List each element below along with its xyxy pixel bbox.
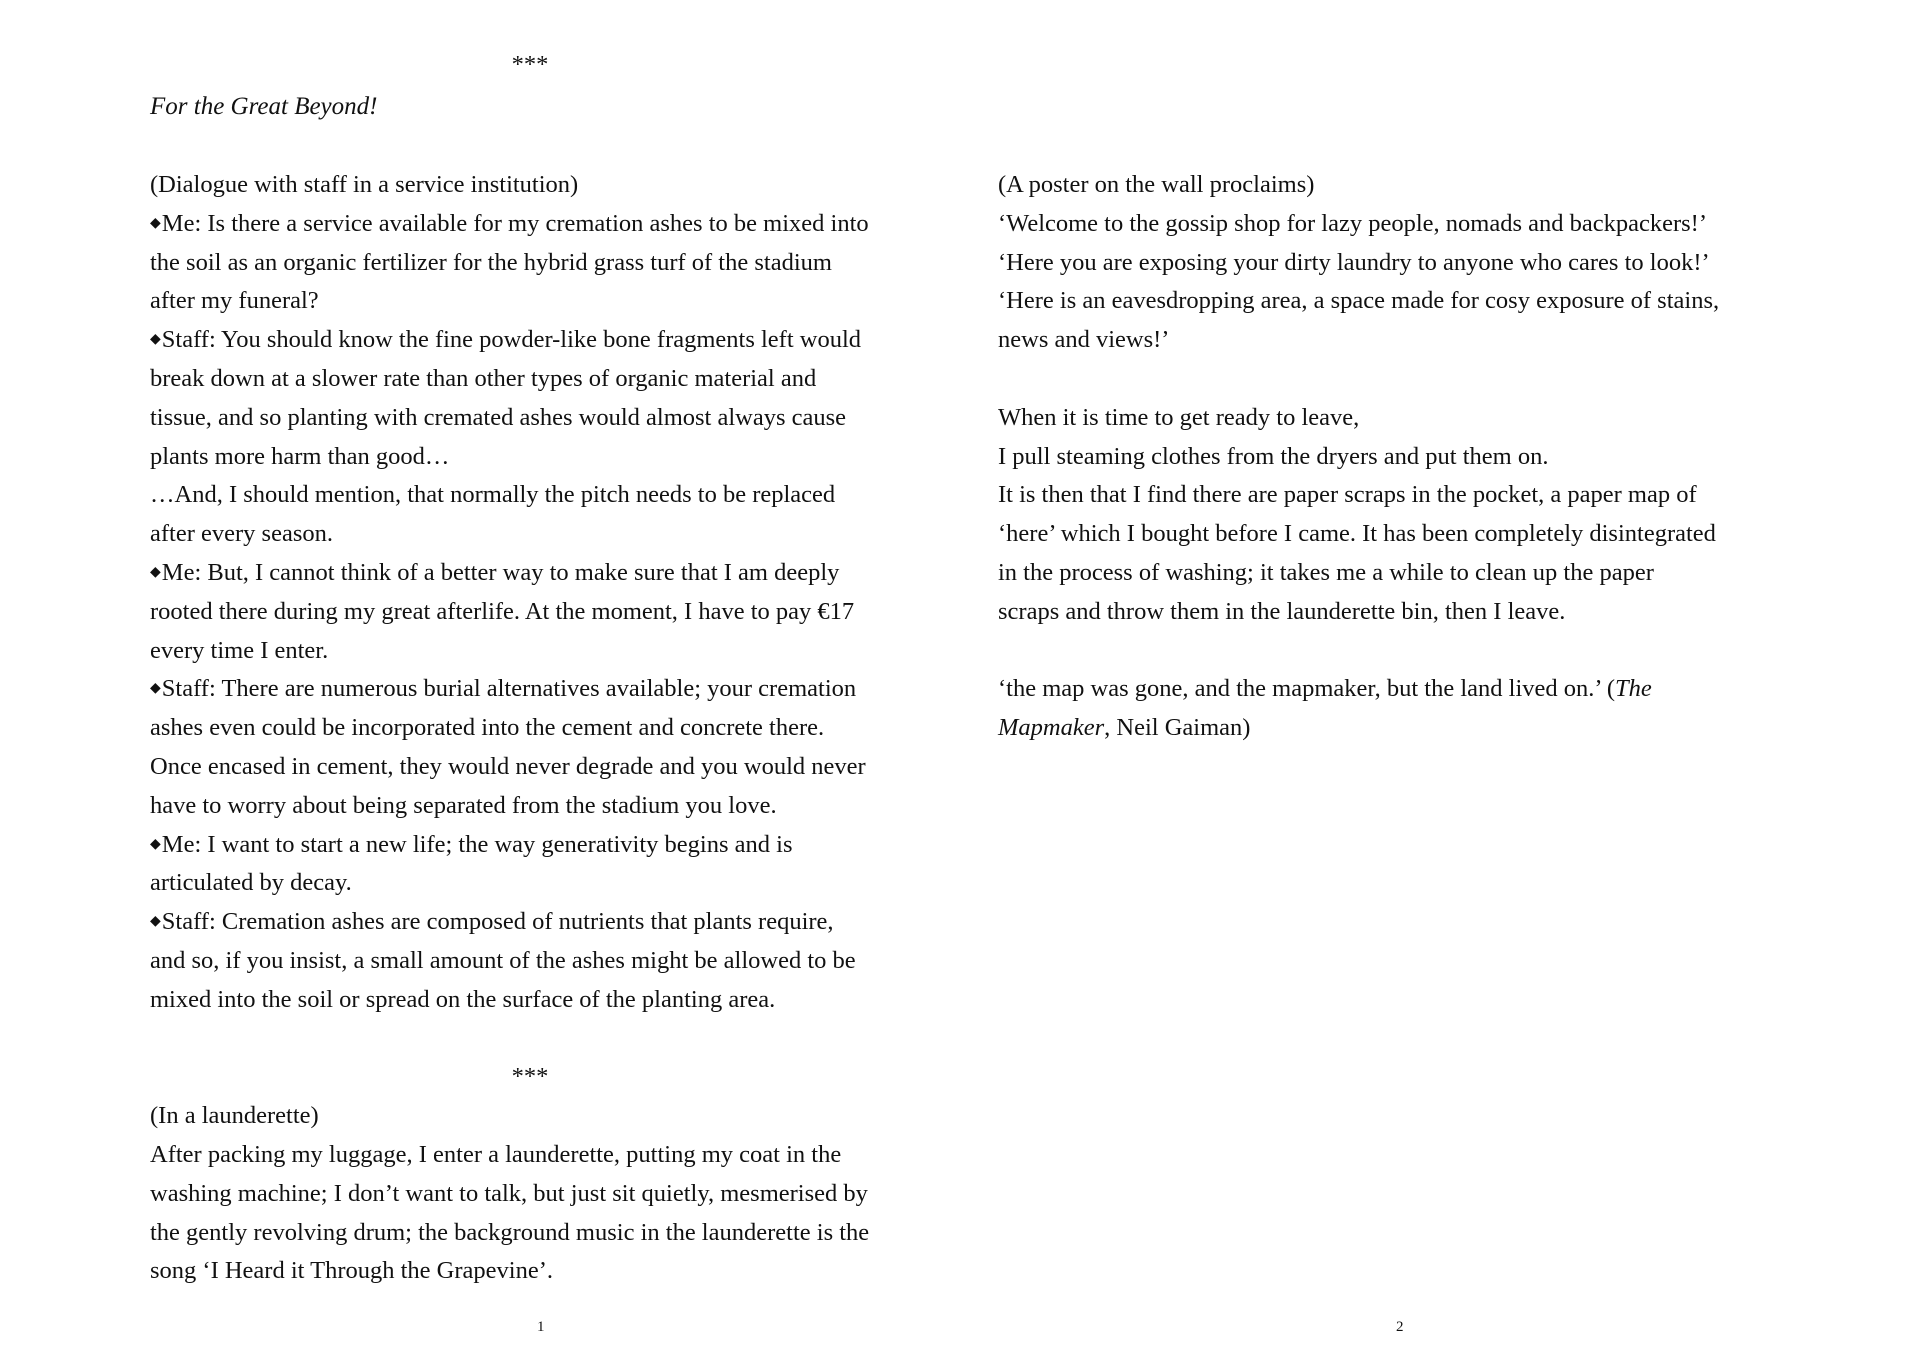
dialogue-line (150, 981, 920, 1020)
launderette-line: After packing my luggage, I enter a launderette, putting my coat in the (150, 1140, 842, 1168)
dialogue-line (150, 787, 920, 826)
line-text: Staff: Cremation ashes are composed of nutrients that plants require, (161, 908, 834, 936)
leaving-line: scraps and throw them in the launderette bin, then I leave. (998, 597, 1566, 625)
poster-section (998, 166, 1838, 360)
line-text: (Dialogue with staff in a service institution) (150, 171, 579, 198)
quote-line (998, 670, 1838, 709)
dialogue-line (150, 438, 920, 477)
poster-line: ‘Here is an eavesdropping area, a space made for cosy exposure of stains, (998, 287, 1720, 315)
dialogue-line-bulleted (150, 321, 920, 360)
dialogue-line (150, 166, 920, 205)
diamond-bullet-icon: ◆ (150, 681, 161, 697)
leaving-line: I pull steaming clothes from the dryers and put them on. (998, 442, 1549, 470)
dialogue-line (150, 593, 920, 632)
line-text: mixed into the soil or spread on the surface of the planting area. (150, 985, 776, 1013)
dialogue-line (150, 748, 920, 787)
poster-line: (A poster on the wall proclaims) (998, 171, 1315, 198)
line-text: Me: But, I cannot think of a better way to make sure that I am deeply (161, 558, 840, 586)
line-text: Once encased in cement, they would never degrade and you would never (150, 752, 866, 780)
line-text: tissue, and so planting with cremated ashes would almost always cause (150, 403, 847, 431)
launderette-line: the gently revolving drum; the background music in the launderette is the (150, 1218, 870, 1246)
leaving-line: ‘here’ which I bought before I came. It has been completely disintegrated (998, 520, 1716, 548)
dialogue-line-bulleted (150, 826, 920, 865)
line-text: articulated by decay. (150, 869, 352, 897)
dialogue-line (150, 360, 920, 399)
page-number: 1 (537, 1319, 545, 1335)
section-separator-top: *** (511, 51, 549, 78)
quote-title-italic: The (1615, 675, 1652, 703)
launderette-section (150, 1097, 920, 1291)
dialogue-line (150, 864, 920, 903)
dialogue-line-bulleted (150, 670, 920, 709)
poem-title: For the Great Beyond! (150, 93, 378, 120)
line-text: Me: I want to start a new life; the way generativity begins and is (161, 830, 793, 858)
dialogue-line (150, 476, 920, 515)
poster-line: news and views!’ (998, 326, 1170, 354)
blank-line (150, 1020, 920, 1059)
section-separator-middle: *** (511, 1063, 549, 1091)
launderette-line: washing machine; I don’t want to talk, but just sit quietly, mesmerised by (150, 1179, 868, 1207)
leaving-line: When it is time to get ready to leave, (998, 403, 1360, 431)
diamond-bullet-icon: ◆ (150, 215, 161, 231)
dialogue-line (150, 942, 920, 981)
dialogue-line (150, 282, 920, 321)
line-text: rooted there during my great afterlife. At the moment, I have to pay €17 (150, 597, 855, 625)
right-page (960, 0, 1920, 1358)
line-text: plants more harm than good… (150, 442, 450, 470)
quote-text: ‘the map was gone, and the mapmaker, but the land lived on.’ ( (998, 675, 1615, 703)
dialogue-line-bulleted (150, 903, 920, 942)
launderette-line: (In a launderette) (150, 1102, 319, 1130)
launderette-line: song ‘I Heard it Through the Grapevine’. (150, 1257, 553, 1285)
page-number: 2 (1396, 1319, 1404, 1335)
leaving-section (998, 399, 1838, 632)
line-text: Me: Is there a service available for my cremation ashes to be mixed into (161, 209, 869, 237)
line-text: every time I enter. (150, 636, 329, 664)
poster-line: ‘Welcome to the gossip shop for lazy people, nomads and backpackers!’ (998, 209, 1707, 237)
line-text: the soil as an organic fertilizer for the hybrid grass turf of the stadium (150, 248, 832, 276)
dialogue-section (150, 166, 920, 1020)
line-text: have to worry about being separated from the stadium you love. (150, 791, 777, 819)
dialogue-line (150, 709, 920, 748)
left-text-column (150, 166, 920, 1291)
line-text: break down at a slower rate than other types of organic material and (150, 364, 817, 392)
dialogue-line (150, 244, 920, 283)
quote-section (998, 670, 1838, 748)
line-text: and so, if you insist, a small amount of the ashes might be allowed to be (150, 946, 856, 974)
quote-author: , Neil Gaiman) (1104, 714, 1251, 742)
diamond-bullet-icon: ◆ (150, 564, 161, 580)
dialogue-line (150, 399, 920, 438)
leaving-line: It is then that I find there are paper scraps in the pocket, a paper map of (998, 481, 1697, 509)
line-text: Staff: There are numerous burial alternatives available; your cremation (161, 675, 857, 703)
diamond-bullet-icon: ◆ (150, 332, 161, 348)
diamond-bullet-icon: ◆ (150, 836, 161, 852)
line-text: …And, I should mention, that normally the pitch needs to be replaced (150, 481, 836, 509)
leaving-line: in the process of washing; it takes me a while to clean up the paper (998, 558, 1654, 586)
poster-line: ‘Here you are exposing your dirty laundry to anyone who cares to look!’ (998, 248, 1710, 276)
quote-title-italic: Mapmaker (998, 714, 1105, 742)
blank-line (998, 632, 1838, 671)
dialogue-line (150, 632, 920, 671)
dialogue-line-bulleted (150, 554, 920, 593)
diamond-bullet-icon: ◆ (150, 914, 161, 930)
line-text: after my funeral? (150, 287, 319, 315)
line-text: Staff: You should know the fine powder-like bone fragments left would (161, 326, 862, 354)
line-text: ashes even could be incorporated into the cement and concrete there. (150, 714, 825, 742)
dialogue-line (150, 515, 920, 554)
line-text: after every season. (150, 520, 333, 548)
quote-line (998, 709, 1838, 748)
dialogue-line-bulleted (150, 205, 920, 244)
blank-line (998, 360, 1838, 399)
right-text-column (998, 166, 1838, 748)
